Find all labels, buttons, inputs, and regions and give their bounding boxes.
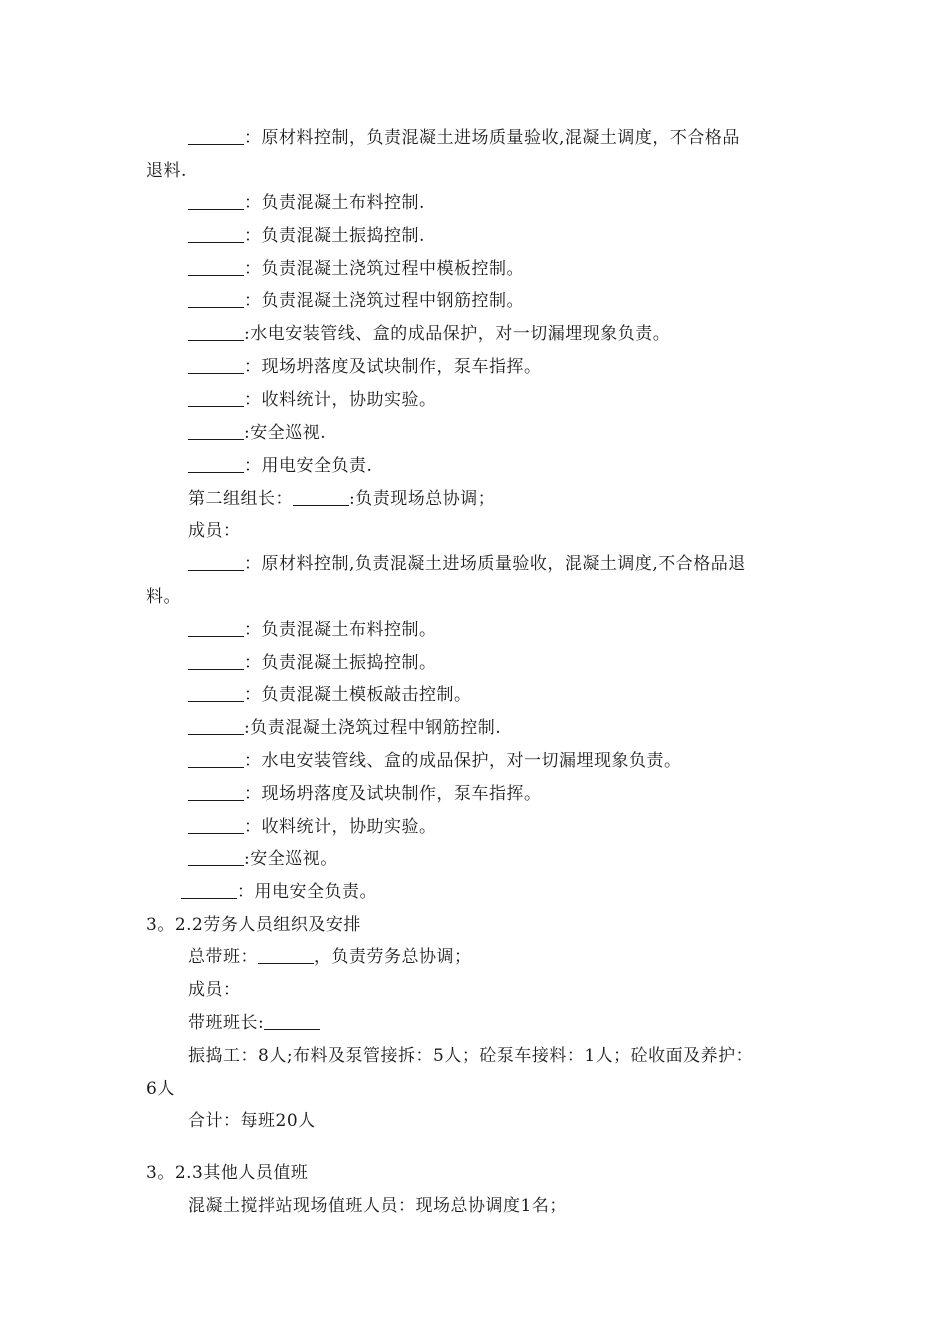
section-322-heading: 3。2.2劳务人员组织及安排 — [146, 915, 361, 935]
duty-text: ：负责混凝土振捣控制。 — [244, 653, 437, 673]
team2-member-8 — [188, 816, 437, 838]
team2-member-9 — [188, 848, 338, 870]
workers-line-cont: 6人 — [146, 1079, 175, 1099]
team1-member-1 — [188, 127, 740, 149]
name-blank — [188, 718, 244, 735]
name-blank — [264, 1013, 320, 1030]
name-blank — [188, 620, 244, 637]
duty-text: ：负责混凝土模板敲击控制。 — [244, 685, 472, 705]
duty-text: ：水电安装管线、盒的成品保护，对一切漏埋现象负责。 — [244, 751, 682, 771]
duty-text: :水电安装管线、盒的成品保护，对一切漏埋现象负责。 — [244, 324, 671, 344]
shift-leader-line — [188, 1012, 320, 1034]
team1-member-9 — [188, 422, 326, 444]
name-blank — [188, 817, 244, 834]
team1-member-4 — [188, 258, 524, 280]
name-blank — [188, 291, 244, 308]
team1-member-7 — [188, 356, 542, 378]
name-blank — [188, 324, 244, 341]
team1-member-6 — [188, 323, 670, 345]
team1-member-10 — [188, 455, 372, 477]
duty-text: :安全巡视。 — [244, 849, 338, 869]
team2-member-6 — [188, 750, 682, 772]
name-blank — [188, 849, 244, 866]
leader-label: 第二组组长： — [188, 489, 293, 509]
name-blank — [188, 784, 244, 801]
team2-member-5 — [188, 717, 501, 739]
team1-member-8 — [188, 389, 437, 411]
section-322-members-label: 成员： — [188, 980, 241, 1000]
duty-text: :负责混凝土浇筑过程中钢筋控制. — [244, 718, 502, 738]
team2-member-2 — [188, 619, 437, 641]
team1-member-1-cont: 退料. — [146, 161, 187, 181]
name-blank — [188, 685, 244, 702]
general-label: 总带班： — [188, 947, 258, 967]
workers-line: 振捣工：8人;布料及泵管接拆：5人；砼泵车接料：1人；砼收面及养护： — [188, 1046, 754, 1066]
name-blank — [188, 357, 244, 374]
team2-member-3 — [188, 652, 437, 674]
team2-members-label: 成员： — [188, 521, 241, 541]
name-blank — [188, 423, 244, 440]
general-shift-leader — [188, 946, 472, 968]
team2-leader — [188, 488, 495, 510]
shift-leader-label: 带班班长: — [188, 1013, 265, 1033]
name-blank — [188, 259, 244, 276]
team2-member-1-cont: 料。 — [146, 587, 181, 607]
name-blank — [188, 390, 244, 407]
name-blank — [188, 128, 244, 145]
duty-text: ：负责混凝土浇筑过程中钢筋控制。 — [244, 291, 524, 311]
duty-text: ：收料统计，协助实验。 — [244, 390, 437, 410]
name-blank — [188, 193, 244, 210]
name-blank — [293, 489, 349, 506]
team1-member-2 — [188, 192, 425, 214]
duty-text: ：负责混凝土浇筑过程中模板控制。 — [244, 259, 524, 279]
leader-duty: :负责现场总协调； — [349, 489, 496, 509]
duty-text: ：负责混凝土振捣控制. — [244, 226, 425, 246]
duty-text: ：用电安全负责。 — [237, 882, 377, 902]
duty-text: ：用电安全负责. — [244, 456, 373, 476]
team2-member-10 — [181, 881, 377, 903]
duty-text: ：负责混凝土布料控制。 — [244, 620, 437, 640]
duty-text: ：原材料控制,负责混凝土进场质量验收，混凝土调度,不合格品退 — [244, 554, 746, 574]
duty-text: :安全巡视. — [244, 423, 327, 443]
name-blank — [188, 226, 244, 243]
team2-member-7 — [188, 783, 542, 805]
name-blank — [188, 456, 244, 473]
team1-member-5 — [188, 290, 524, 312]
general-duty: ，负责劳务总协调； — [314, 947, 472, 967]
duty-text: ：现场坍落度及试块制作，泵车指挥。 — [244, 357, 542, 377]
name-blank — [188, 653, 244, 670]
team2-member-4 — [188, 684, 472, 706]
duty-text: ：收料统计，协助实验。 — [244, 817, 437, 837]
name-blank — [188, 554, 244, 571]
name-blank — [258, 947, 314, 964]
section-323-line-1: 混凝土搅拌站现场值班人员：现场总协调度1名； — [188, 1196, 567, 1216]
duty-text: ：负责混凝土布料控制. — [244, 193, 425, 213]
name-blank — [188, 751, 244, 768]
team1-member-3 — [188, 225, 425, 247]
name-blank — [181, 882, 237, 899]
duty-text: ：原材料控制，负责混凝土进场质量验收,混凝土调度，不合格品 — [244, 128, 740, 148]
section-323-heading: 3。2.3其他人员值班 — [146, 1163, 309, 1183]
duty-text: ：现场坍落度及试块制作，泵车指挥。 — [244, 784, 542, 804]
total-line: 合计：每班20人 — [188, 1111, 316, 1131]
team2-member-1 — [188, 553, 746, 575]
